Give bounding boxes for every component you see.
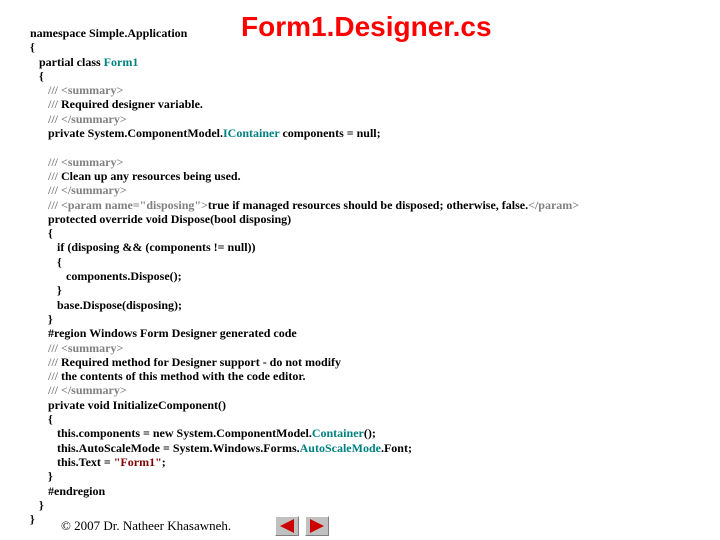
code-line	[30, 255, 579, 269]
code-line	[30, 298, 579, 312]
code-token: Clean up any resources being used.	[61, 168, 241, 183]
code-token: ;	[161, 454, 166, 469]
code-token: /// </summary>	[30, 383, 127, 398]
code-line	[30, 326, 579, 340]
code-token: AutoScaleMode	[299, 440, 381, 455]
code-token: Container	[311, 426, 364, 441]
code-token: "Form1"	[113, 454, 162, 469]
code-line	[30, 69, 579, 83]
code-line	[30, 183, 579, 197]
code-token: /// <summary>	[30, 154, 124, 169]
code-line	[30, 212, 579, 226]
code-line	[30, 455, 579, 469]
code-token: {	[30, 68, 44, 83]
code-line	[30, 369, 579, 383]
code-line	[30, 398, 579, 412]
code-token: .Font;	[380, 440, 412, 455]
code-line	[30, 40, 579, 54]
code-token: {	[30, 412, 53, 427]
code-token: private System.ComponentModel.	[30, 126, 223, 141]
triangle-left-icon	[276, 517, 298, 535]
copyright-footer: © 2007 Dr. Natheer Khasawneh.	[61, 518, 232, 533]
code-token: partial class	[30, 54, 104, 69]
code-token: {	[30, 40, 35, 55]
code-token: /// </summary>	[30, 111, 127, 126]
code-line	[30, 469, 579, 483]
code-line	[30, 383, 579, 397]
code-line	[30, 341, 579, 355]
code-token: ///	[30, 168, 62, 183]
code-line	[30, 240, 579, 254]
code-line	[30, 283, 579, 297]
previous-slide-button[interactable]	[275, 516, 299, 536]
code-token: /// <summary>	[30, 83, 124, 98]
code-line	[30, 226, 579, 240]
code-token: namespace Simple.Application	[30, 26, 188, 40]
code-token: }	[30, 283, 62, 298]
code-token: {	[30, 254, 62, 269]
code-token: #endregion	[30, 483, 106, 498]
code-token: protected override void Dispose(bool disposing)	[30, 211, 292, 226]
code-line	[30, 484, 579, 498]
next-slide-button[interactable]	[305, 516, 329, 536]
code-token: if (disposing && (components != null))	[30, 240, 256, 255]
code-line	[30, 140, 579, 154]
code-token: base.Dispose(disposing);	[30, 297, 183, 312]
code-line	[30, 269, 579, 283]
code-line	[30, 112, 579, 126]
code-token: /// <param name="disposing">	[30, 197, 208, 212]
code-line	[30, 412, 579, 426]
code-line	[30, 355, 579, 369]
code-token: this.Text =	[30, 454, 114, 469]
code-line	[30, 498, 579, 512]
code-line	[30, 155, 579, 169]
code-token: /// </summary>	[30, 183, 127, 198]
code-line	[30, 426, 579, 440]
code-token: true if managed resources should be disposed; otherwise, false.	[207, 197, 529, 212]
code-token: private void InitializeComponent()	[30, 397, 226, 412]
code-token: }	[30, 469, 53, 484]
code-token: }	[30, 311, 53, 326]
code-token: </param>	[528, 197, 580, 212]
code-line	[30, 97, 579, 111]
code-line	[30, 126, 579, 140]
code-line	[30, 55, 579, 69]
code-line	[30, 198, 579, 212]
code-line	[30, 26, 579, 40]
code-token: {	[30, 226, 53, 241]
slide-title: Form1.Designer.cs	[241, 11, 492, 42]
code-token: }	[30, 497, 44, 512]
code-token: }	[30, 512, 35, 527]
code-line	[30, 169, 579, 183]
code-line	[30, 83, 579, 97]
code-token: the contents of this method with the code editor.	[61, 369, 306, 384]
code-token: this.AutoScaleMode = System.Windows.Forms.	[30, 440, 300, 455]
triangle-right-icon	[306, 517, 328, 535]
code-token: ///	[30, 97, 62, 112]
code-token: Required method for Designer support - do not modify	[61, 354, 342, 369]
code-token: Required designer variable.	[61, 97, 203, 112]
code-token: /// <summary>	[30, 340, 124, 355]
code-token: #region Windows Form Designer generated code	[30, 326, 297, 341]
code-token: IContainer	[222, 126, 280, 141]
code-token: ///	[30, 354, 62, 369]
code-token: components = null;	[279, 126, 381, 141]
code-token: ();	[363, 426, 376, 441]
code-token: this.components = new System.ComponentModel.	[30, 426, 312, 441]
code-line	[30, 441, 579, 455]
code-token: components.Dispose();	[30, 269, 182, 284]
code-listing	[30, 26, 579, 526]
code-token: Form1	[103, 54, 139, 69]
code-line	[30, 312, 579, 326]
code-token: ///	[30, 369, 62, 384]
